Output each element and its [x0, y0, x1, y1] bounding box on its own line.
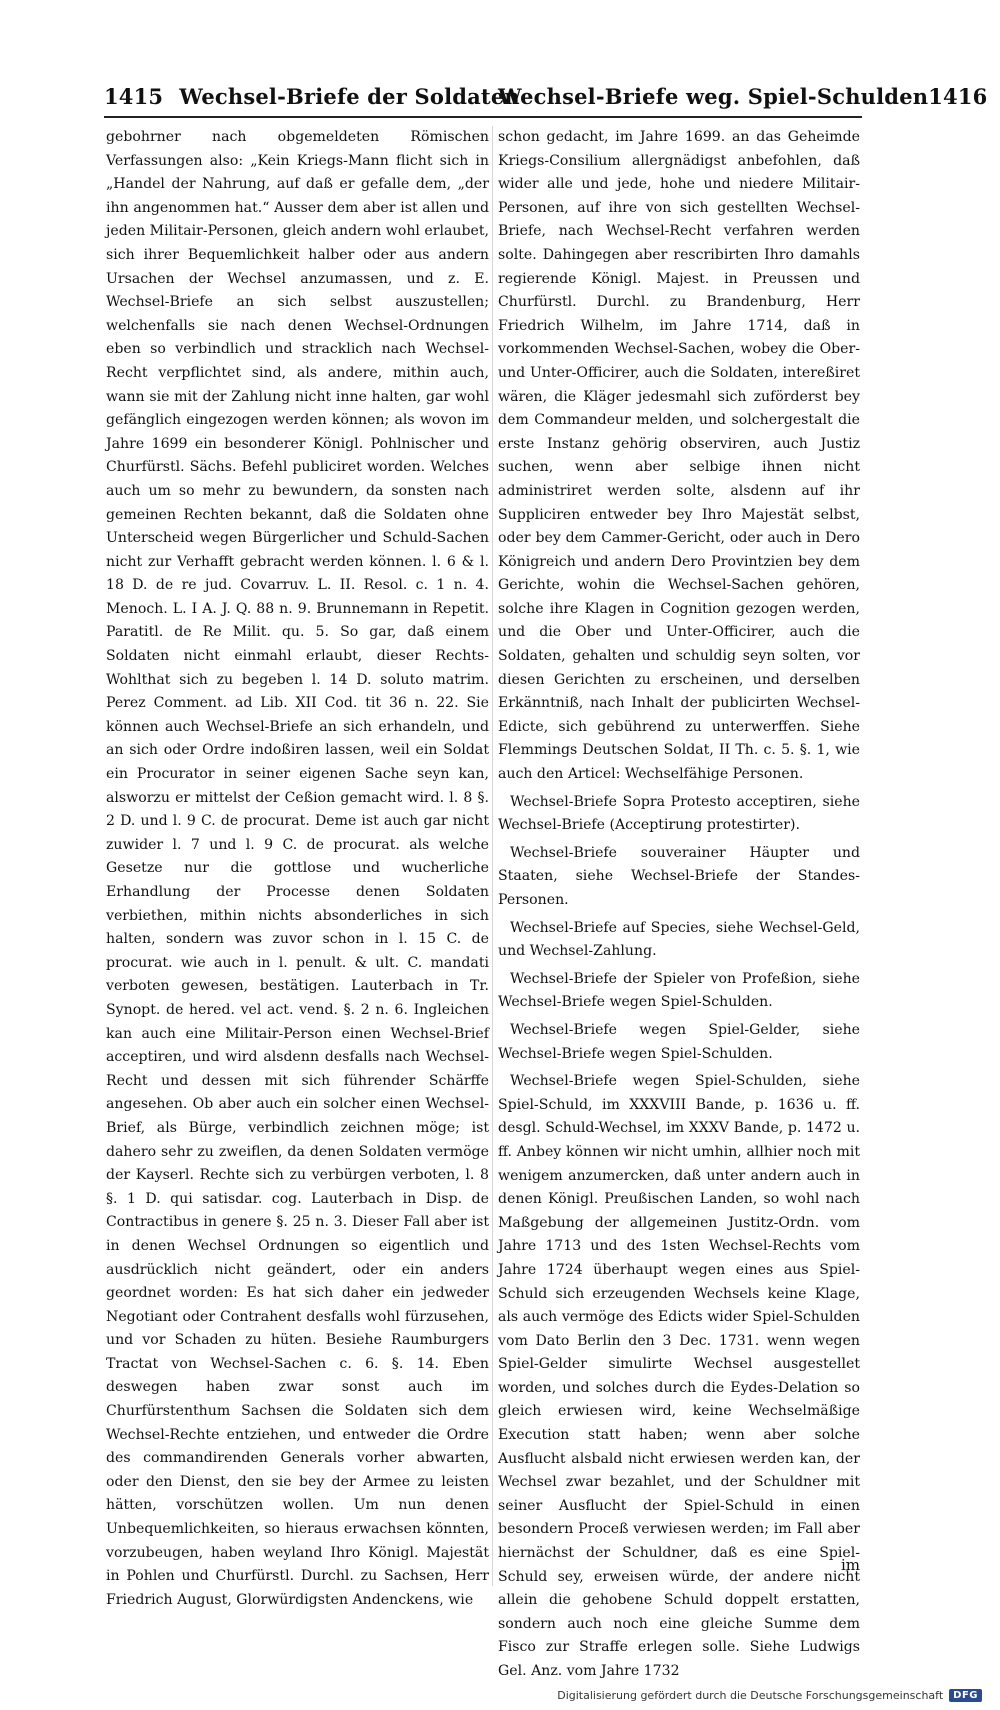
dfg-logo-icon: DFG	[949, 1689, 982, 1702]
left-paragraph: gebohrner nach obgemeldeten Römischen Verfassungen also: „Kein Kriegs-Mann flicht sich in „Handel der Nahrung, auf daß er gefalle dem, „der ihn angenommen hat.“ Ausser dem aber ist allen und jeden Militair-Personen, gleich andern wohl erlaubet, sich ihrer Bequemlichkeit halber oder aus andern Ursachen der Wechsel anzumassen, und z. E. Wechsel-Briefe an sich selbst auszustellen; welchenfalls sie nach denen Wechsel-Ordnungen eben so verbindlich und stracklich nach Wechsel-Recht verpflichtet sind, als andere, mithin auch, wann sie mit der Zahlung nicht inne halten, gar wohl gefänglich eingezogen werden können; als wovon im Jahre 1699 ein besonderer Königl. Pohlnischer und Churfürstl. Sächs. Befehl publiciret worden. Welches auch um so mehr zu bewundern, da sonsten nach gemeinen Rechten bekannt, daß die Soldaten ohne Unterscheid wegen Bürgerlicher und Schuld-Sachen nicht zur Verhafft gebracht werden können. l. 6 & l. 18 D. de re jud. Covarruv. L. II. Resol. c. 1 n. 4. Menoch. L. I A. J. Q. 88 n. 9. Brunnemann in Repetit. Paratitl. de Re Milit. qu. 5. So gar, daß einem Soldaten nicht einmahl erlaubt, dieser Rechts-Wohlthat sich zu begeben l. 14 D. soluto matrim. Perez Comment. ad Lib. XII Cod. tit 36 n. 22. Sie können auch Wechsel-Briefe an sich erhandeln, und an sich oder Ordre indoßiren lassen, weil ein Soldat ein Procurator in seiner eigenen Sache seyn kan, alsworzu er mittelst der Ceßion gemacht wird. l. 8 §. 2 D. und l. 9 C. de procurat. Deme ist auch gar nicht zuwider l. 7 und l. 9 C. de procurat. als welche Gesetze nur die gottlose und wucherliche Erhandlung der Processe denen Soldaten verbiethen, mithin nichts absonderliches in sich halten, sondern was zuvor schon in l. 15 C. de procurat. wie auch in l. penult. & ult. C. mandati verboten gewesen, bestätigen. Lauterbach in Tr. Synopt. de hered. vel act. vend. §. 2 n. 6. Ingleichen kan auch eine Militair-Person einen Wechsel-Brief acceptiren, und wird alsdenn desfalls nach Wechsel-Recht und dessen mit sich führender Schärffe angesehen. Ob aber auch ein solcher einen Wechsel-Brief, als Bürge, verbindlich zeichnen möge; ist dahero sehr zu zweiflen, da denen Soldaten vermöge der Kayserl. Rechte sich zu verbürgen verboten, l. 8 §. 1 D. qui satisdar. cog. Lauterbach in Disp. de Contractibus in genere §. 25 n. 3. Dieser Fall aber ist in denen Wechsel Ordnungen so eigentlich und ausdrücklich nicht geändert, oder ein anders geordnet worden: Es hat sich daher ein jedweder Negotiant oder Contrahent desfalls wohl fürzusehen, und vor Schaden zu hüten. Besiehe Raumburgers Tractat von Wechsel-Sachen c. 6. §. 14. Eben deswegen haben zwar sonst auch im Churfürstenthum Sachsen die Soldaten sich dem Wechsel-Rechte entziehen, und entweder die Ordre des commandirenden Generals vorher abwarten, oder den Dienst, den sie bey der Armee zu leisten hätten, vorschützen wollen. Um nun denen Unbequemlichkeiten, so hieraus erwachsen könnten, vorzubeugen, haben weyland Ihro Königl. Majestät in Pohlen und Churfürstl. Durchl. zu Sachsen, Herr Friedrich August, Glorwürdigsten Andenckens, wie	[106, 129, 489, 1608]
column-divider	[492, 126, 493, 1586]
dictionary-entry: Wechsel-Briefe souverainer Häupter und Staaten, siehe Wechsel-Briefe der Standes-Personen.	[498, 844, 860, 908]
dictionary-entry: Wechsel-Briefe wegen Spiel-Schulden, siehe Spiel-Schuld, im XXXVIII Bande, p. 1636 u. ff. desgl. Schuld-Wechsel, im XXXV Bande, p. 1472 u. ff. Anbey können wir nicht umhin, allhier noch mit wenigem anzumercken, daß unter andern auch in denen Königl. Preußischen Landen, so wohl nach Maßgebung der allgemeinen Justitz-Ordn. vom Jahre 1713 und des 1sten Wechsel-Rechts vom Jahre 1724 überhaupt wegen eines aus Spiel-Schuld sich erzeugenden Wechsels keine Klage, als auch vermöge des Edicts wider Spiel-Schulden vom Dato Berlin den 3 Dec. 1731. wenn wegen Spiel-Gelder simulirte Wechsel ausgestellet worden, und solches durch die Eydes-Delation so gleich erwiesen wird, keine Wechselmäßige Execution statt haben; wenn aber solche Ausflucht alsbald nicht erwiesen werden kan, der Wechsel zwar bezahlet, und der Schuldner mit seiner Ausflucht der Spiel-Schuld in einen besondern Proceß verwiesen werden; im Fall aber hiernächst der Schuldner, daß es eine Spiel-Schuld sey, erweisen würde, der andere nicht allein die gehobene Schuld doppelt erstatten, sondern auch noch eine gleiche Summe dem Fisco zur Straffe erlegen solle. Siehe Ludwigs Gel. Anz. vom Jahre 1732	[498, 1073, 860, 1679]
running-title-right: Wechsel-Briefe weg. Spiel-Schulden	[498, 84, 929, 109]
running-header-right	[498, 84, 988, 109]
right-paragraph: schon gedacht, im Jahre 1699. an das Geheimde Kriegs-Consilium allergnädigst anbefohlen, daß wider alle und jede, hohe und niedere Militair-Personen, auf ihre von sich gestellten Wechsel-Briefe, nach Wechsel-Recht verfahren werden solte. Dahingegen aber rescribirten Ihro damahls regierende Königl. Majest. in Preussen und Churfürstl. Durchl. zu Brandenburg, Herr Friedrich Wilhelm, im Jahre 1714, daß in vorkommenden Wechsel-Sachen, wobey die Ober- und Unter-Officirer, auch die Soldaten, intereßiret wären, die Kläger jedesmahl sich zuförderst bey dem Commandeur melden, und solchergestalt die erste Instanz gehörig observiren, auch Justiz suchen, wenn aber selbige ihnen nicht administriret werden solte, alsdenn auf ihr Suppliciren entweder bey Ihro Majestät selbst, oder bey dem Cammer-Gericht, oder auch in Dero Königreich und andern Dero Provintzien bey dem Gerichte, wohin die Wechsel-Sachen gehören, solche ihre Klagen in Cognition gezogen werden, und die Ober und Unter-Officirer, auch die Soldaten, gehalten und schuldig seyn solten, vor diesen Gerichten zu erscheinen, und derselben Erkänntniß, nach Inhalt der publicirten Wechsel-Edicte, sich gebührend zu unterwerffen. Siehe Flemmings Deutschen Soldat, II Th. c. 5. §. 1, wie auch den Articel: Wechselfähige Personen.	[498, 129, 860, 783]
right-column	[498, 126, 860, 1684]
page-number-right: 1416	[928, 84, 988, 109]
page-number-left: 1415	[104, 84, 164, 109]
footer	[557, 1689, 982, 1702]
dictionary-entry: Wechsel-Briefe wegen Spiel-Gelder, siehe Wechsel-Briefe wegen Spiel-Schulden.	[498, 1021, 860, 1062]
header-rule	[104, 116, 862, 118]
dictionary-entry: Wechsel-Briefe auf Species, siehe Wechsel-Geld, und Wechsel-Zahlung.	[498, 919, 860, 960]
catchword: im	[840, 1556, 860, 1574]
dictionary-entry: Wechsel-Briefe der Spieler von Profeßion, siehe Wechsel-Briefe wegen Spiel-Schulden.	[498, 970, 860, 1011]
left-column	[106, 126, 489, 1612]
footer-text: Digitalisierung gefördert durch die Deutsche Forschungsgemeinschaft	[557, 1689, 944, 1702]
dictionary-entry: Wechsel-Briefe Sopra Protesto acceptiren, siehe Wechsel-Briefe (Acceptirung protestirter).	[498, 793, 860, 834]
running-title-left: Wechsel-Briefe der Soldaten	[179, 84, 520, 109]
running-header-left	[104, 84, 520, 109]
